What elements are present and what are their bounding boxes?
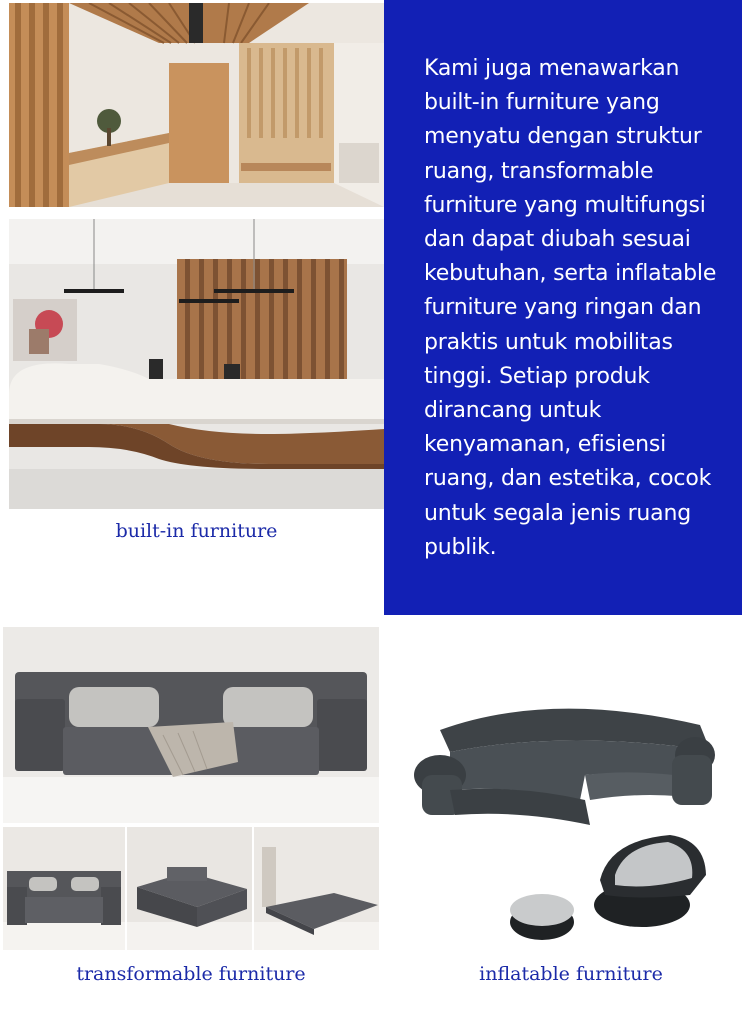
transformable-sofa-photo <box>3 627 379 823</box>
description-panel <box>384 0 742 615</box>
description-text: Kami juga menawarkan built-in furniture yang menyatu dengan struktur ruang, transformable furniture yang multifungsi dan dapat diubah sesuai kebutuhan, serta inflatable furniture yang ringan dan praktis untuk mobilitas tinggi. Setiap produk dirancang untuk kenyamanan, efisiensi ruang, dan estetika, cocok untuk segala jenis ruang publik. <box>424 56 717 560</box>
inflatable-furniture-caption: inflatable furniture <box>479 963 663 985</box>
built-in-furniture-caption: built-in furniture <box>115 520 278 542</box>
transformable-furniture-caption: transformable furniture <box>76 963 306 985</box>
transformable-step-1-photo <box>3 827 125 950</box>
transformable-step-2-photo <box>127 827 252 950</box>
reception-desk-photo <box>9 219 384 509</box>
built-in-interior-photo <box>9 3 384 207</box>
transformable-step-3-photo <box>254 827 379 950</box>
inflatable-furniture-photo <box>410 690 720 952</box>
